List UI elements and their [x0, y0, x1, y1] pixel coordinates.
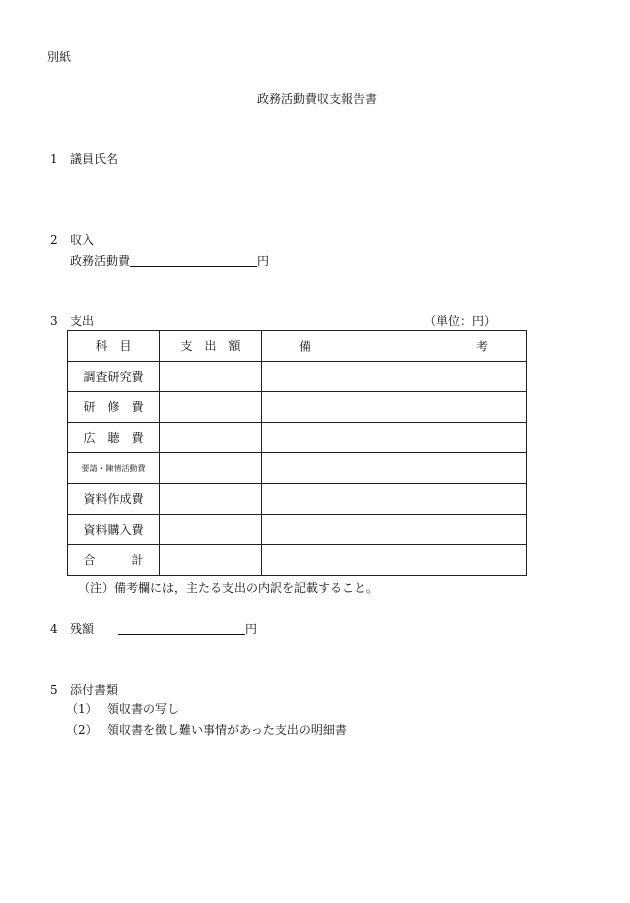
- table-footnote: （注）備考欄には，主たる支出の内訳を記載すること。: [78, 581, 379, 595]
- table-row: [68, 422, 527, 453]
- attachment-label: 別紙: [47, 50, 72, 64]
- section2-number: 2: [50, 233, 58, 247]
- remarks-cell[interactable]: [262, 453, 527, 484]
- attachment-item-text: 領収書を徴し難い事情があった支出の明細書: [107, 723, 347, 737]
- table-total-row: [68, 545, 527, 576]
- section5-heading: 添付書類: [70, 683, 119, 697]
- header-remarks-right: 考: [475, 339, 488, 354]
- category-cell: 調査研究費: [68, 361, 160, 392]
- total-label-cell: 合 計: [68, 545, 160, 576]
- section2-heading: 収入: [70, 233, 95, 247]
- income-amount-field[interactable]: [130, 266, 257, 267]
- header-remarks: [262, 331, 527, 362]
- remarks-cell[interactable]: [262, 514, 527, 545]
- amount-cell[interactable]: [160, 361, 262, 392]
- income-label: 政務活動費: [70, 254, 131, 268]
- section5-number: 5: [50, 683, 58, 697]
- section1-heading: 議員氏名: [70, 152, 119, 166]
- table-row: [68, 392, 527, 423]
- header-amount: 支 出 額: [160, 331, 262, 362]
- section3-number: 3: [50, 314, 58, 328]
- remarks-cell[interactable]: [262, 422, 527, 453]
- balance-amount-field[interactable]: [118, 634, 245, 635]
- amount-cell[interactable]: [160, 514, 262, 545]
- attachment-item-marker: （2）: [66, 723, 98, 737]
- page-title: 政務活動費収支報告書: [257, 92, 378, 106]
- section4-number: 4: [50, 622, 58, 636]
- section1-number: 1: [50, 152, 58, 166]
- table-header-row: [68, 331, 527, 362]
- total-amount-cell[interactable]: [160, 545, 262, 576]
- attachment-item-marker: （1）: [66, 702, 98, 716]
- table-row: [68, 483, 527, 514]
- section3-heading: 支出: [70, 314, 95, 328]
- amount-cell[interactable]: [160, 453, 262, 484]
- balance-unit: 円: [245, 622, 258, 636]
- table-row: [68, 361, 527, 392]
- amount-cell[interactable]: [160, 422, 262, 453]
- table-row: [68, 514, 527, 545]
- category-cell: 広 聴 費: [68, 422, 160, 453]
- category-cell: 研 修 費: [68, 392, 160, 423]
- unit-note: （単位：円）: [424, 314, 497, 328]
- remarks-cell[interactable]: [262, 483, 527, 514]
- expense-table: [67, 330, 527, 576]
- category-cell: 資料作成費: [68, 483, 160, 514]
- attachment-item-text: 領収書の写し: [107, 702, 180, 716]
- header-remarks-left: 備: [299, 339, 312, 354]
- amount-cell[interactable]: [160, 483, 262, 514]
- amount-cell[interactable]: [160, 392, 262, 423]
- category-cell: 資料購入費: [68, 514, 160, 545]
- total-remarks-cell[interactable]: [262, 545, 527, 576]
- header-category: 科 目: [68, 331, 160, 362]
- remarks-cell[interactable]: [262, 361, 527, 392]
- section4-heading: 残額: [70, 622, 95, 636]
- remarks-cell[interactable]: [262, 392, 527, 423]
- category-cell: 要請・陳情活動費: [68, 453, 160, 484]
- income-unit: 円: [257, 254, 270, 268]
- table-row: [68, 453, 527, 484]
